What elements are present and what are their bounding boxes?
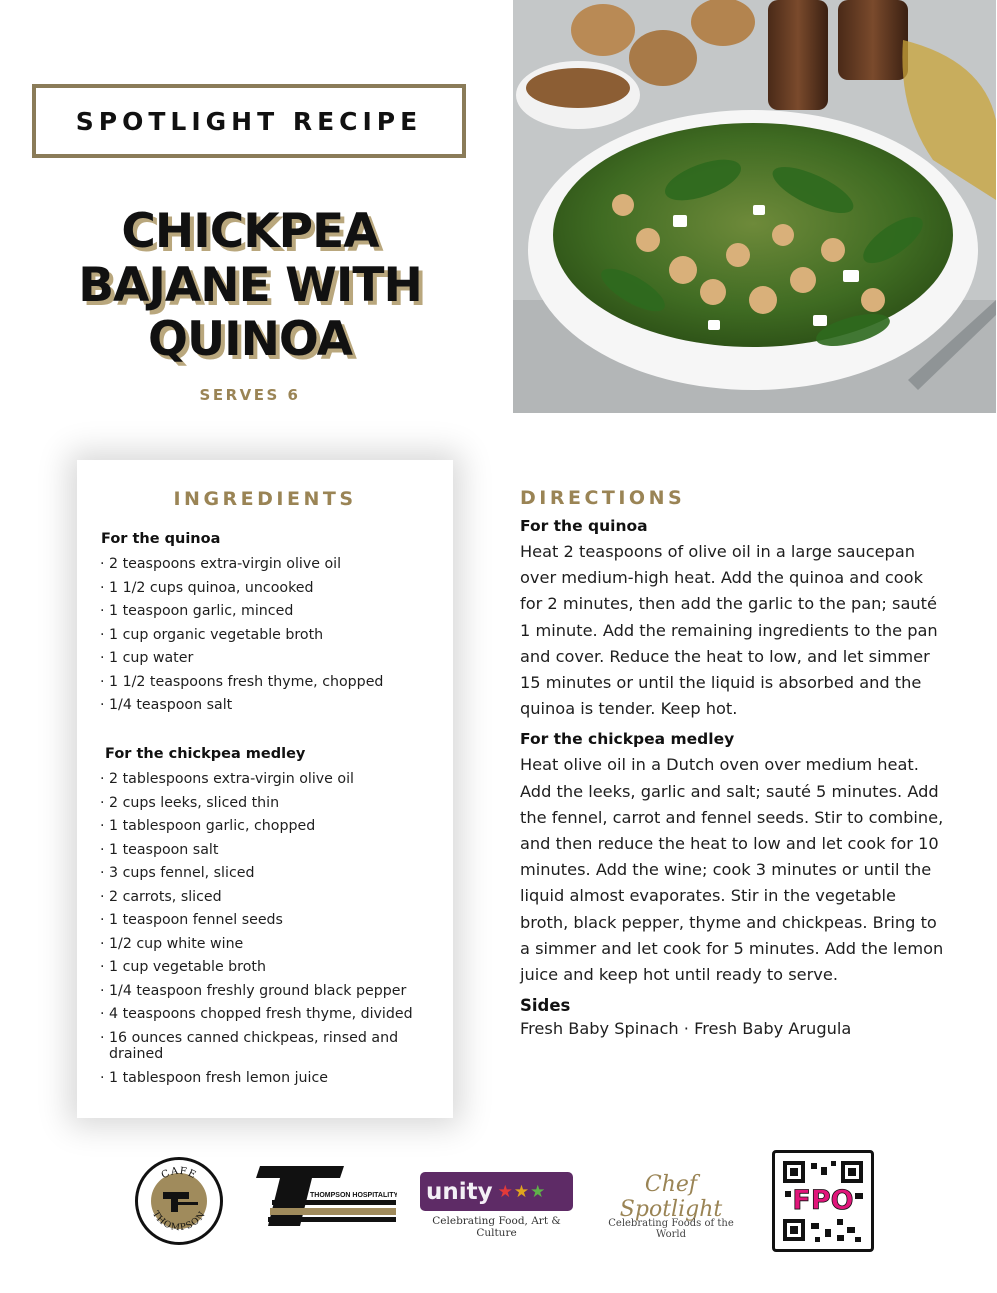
list-item: · 1 cup organic vegetable broth bbox=[100, 627, 440, 644]
star-icon: ★★★ bbox=[497, 1181, 547, 1202]
directions-heading: DIRECTIONS bbox=[520, 487, 686, 509]
list-item: · 1 1/2 teaspoons fresh thyme, chopped bbox=[100, 674, 440, 691]
salad-illustration bbox=[513, 0, 996, 413]
list-item: · 4 teaspoons chopped fresh thyme, divided bbox=[100, 1006, 440, 1023]
unity-wordmark: unity bbox=[426, 1178, 493, 1205]
qr-code[interactable] bbox=[772, 1150, 874, 1252]
cafe-logo-top-text: CAFE bbox=[159, 1165, 199, 1182]
ingredients-list-medley bbox=[100, 771, 440, 1093]
directions-quinoa-title: For the quinoa bbox=[520, 517, 648, 535]
sides-text: Fresh Baby Spinach · Fresh Baby Arugula bbox=[520, 1019, 852, 1039]
fpo-label: FPO bbox=[792, 1185, 854, 1216]
title-line: BAJANE WITH bbox=[78, 258, 422, 313]
ingredients-group-title: For the quinoa bbox=[101, 531, 221, 547]
list-item: · 1 cup water bbox=[100, 650, 440, 667]
recipe-title bbox=[20, 205, 480, 367]
list-item: · 2 tablespoons extra-virgin olive oil bbox=[100, 771, 440, 788]
chef-spotlight-wordmark: Chef Spotlight bbox=[619, 1172, 723, 1222]
list-item: · 1/4 teaspoon salt bbox=[100, 697, 440, 714]
list-item: · 1 tablespoon fresh lemon juice bbox=[100, 1070, 440, 1087]
chef-spotlight-tagline: Celebrating Foods of the World bbox=[608, 1218, 734, 1240]
list-item: · 1 tablespoon garlic, chopped bbox=[100, 818, 440, 835]
list-item: · 2 carrots, sliced bbox=[100, 889, 440, 906]
salad-photo bbox=[513, 0, 996, 413]
list-item: · 1/4 teaspoon freshly ground black pepper bbox=[100, 983, 440, 1000]
directions-medley-title: For the chickpea medley bbox=[520, 730, 735, 749]
list-item: · 1 teaspoon salt bbox=[100, 842, 440, 859]
list-item: · 1 teaspoon fennel seeds bbox=[100, 912, 440, 929]
list-item: · 1 cup vegetable broth bbox=[100, 959, 440, 976]
footer-logos bbox=[0, 1140, 997, 1260]
list-item: · 1 1/2 cups quinoa, uncooked bbox=[100, 580, 440, 597]
unity-logo bbox=[420, 1172, 573, 1239]
list-item: · 16 ounces canned chickpeas, rinsed and drained bbox=[100, 1030, 440, 1063]
thompson-hospitality-mark bbox=[252, 1164, 397, 1234]
list-item: · 1 teaspoon garlic, minced bbox=[100, 603, 440, 620]
list-item: · 2 teaspoons extra-virgin olive oil bbox=[100, 556, 440, 573]
ingredients-heading: INGREDIENTS bbox=[173, 488, 357, 510]
chef-spotlight-logo bbox=[596, 1172, 746, 1240]
thompson-hospitality-logo bbox=[252, 1164, 397, 1234]
sides-title: Sides bbox=[520, 996, 571, 1016]
ingredients-group-title: For the chickpea medley bbox=[105, 746, 306, 762]
directions-section bbox=[520, 487, 945, 1038]
directions-medley-text: Heat olive oil in a Dutch oven over medium heat. Add the leeks, garlic and salt; sauté 5 minutes. Add the fennel, carrot and fennel seeds. Stir to combine, and then reduce the heat to low and let cook for 10 minutes. Add the wine; cook 3 minutes or until the liquid almost evaporates. Stir in the vegetable broth, black pepper, thyme and chickpeas. Bring to a simmer and let cook for 5 minutes. Add the lemon juice and keep hot until ready to serve. bbox=[520, 755, 944, 985]
cafe-logo-bottom-text: THOMPSON bbox=[149, 1209, 209, 1234]
ingredients-card bbox=[77, 460, 453, 1118]
directions-quinoa-text: Heat 2 teaspoons of olive oil in a large saucepan over medium-high heat. Add the quinoa and cook for 2 minutes, then add the garlic to the pan; sauté 1 minute. Add the remaining ingredients to the pan and cover. Reduce the heat to low, and let simmer 15 minutes or until the liquid is absorbed and the quinoa is tender. Keep hot. bbox=[520, 542, 938, 719]
spotlight-badge-label: SPOTLIGHT RECIPE bbox=[75, 106, 423, 136]
qr-code-icon bbox=[775, 1153, 871, 1249]
title-line: CHICKPEA bbox=[121, 204, 379, 259]
list-item: · 2 cups leeks, sliced thin bbox=[100, 795, 440, 812]
serves-label: SERVES 6 bbox=[199, 386, 301, 404]
list-item: · 1/2 cup white wine bbox=[100, 936, 440, 953]
unity-tagline: Celebrating Food, Art & Culture bbox=[432, 1215, 561, 1239]
unity-badge bbox=[420, 1172, 573, 1211]
title-line: QUINOA bbox=[147, 312, 352, 367]
spotlight-badge bbox=[32, 84, 466, 158]
ingredients-list-quinoa bbox=[100, 556, 440, 721]
cafe-thompson-emblem bbox=[138, 1160, 220, 1242]
thompson-hospitality-text: THOMPSON HOSPITALITY bbox=[310, 1192, 397, 1199]
list-item: · 3 cups fennel, sliced bbox=[100, 865, 440, 882]
cafe-thompson-logo bbox=[135, 1157, 223, 1245]
